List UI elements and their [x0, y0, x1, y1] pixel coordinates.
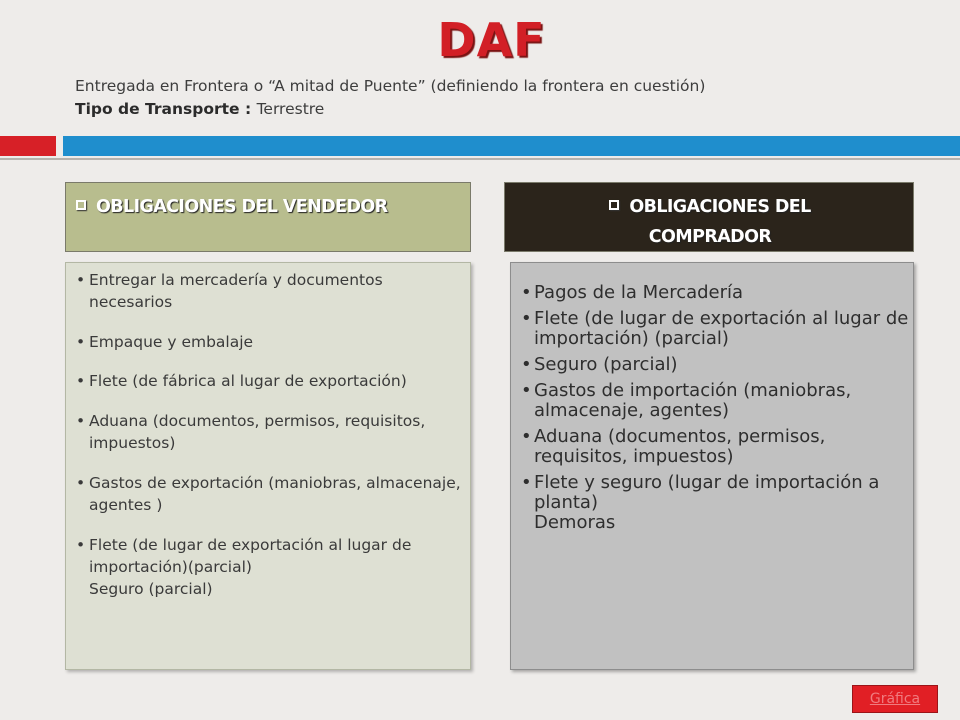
bullet-icon: •: [76, 412, 86, 430]
bullet-icon: •: [521, 472, 532, 493]
bullet-icon: •: [521, 380, 532, 401]
seller-obligations-panel: [65, 262, 471, 670]
accent-bar-red: [0, 136, 56, 156]
list-item: [76, 410, 462, 454]
slide-subtitle: Entregada en Frontera o “A mitad de Puente” (definiendo la frontera en cuestión): [75, 77, 706, 95]
buyer-header-label-line1: OBLIGACIONES DEL: [629, 197, 811, 217]
transport-label: Tipo de Transporte :: [75, 100, 257, 118]
slide-title: DAF: [437, 13, 546, 67]
list-item: [521, 283, 911, 303]
buyer-header: [504, 182, 914, 252]
bullet-icon: •: [521, 354, 532, 375]
bullet-icon: •: [76, 536, 86, 554]
transport-line: [75, 99, 324, 120]
buyer-header-label-line2: COMPRADOR: [648, 227, 772, 247]
buyer-obligations-list: [521, 283, 911, 539]
transport-value: Terrestre: [256, 100, 325, 118]
list-item: [76, 331, 462, 353]
list-item-text: Flete (de lugar de exportación al lugar de importación) (parcial): [534, 308, 909, 349]
list-item-text: Aduana (documentos, permisos, requisitos, impuestos): [89, 412, 426, 452]
square-bullet-icon: [76, 200, 86, 210]
buyer-obligations-panel: [510, 262, 914, 670]
list-item-text: Flete y seguro (lugar de importación a planta): [534, 472, 880, 513]
seller-header: [65, 182, 471, 252]
bullet-icon: •: [521, 282, 532, 303]
list-item: [76, 472, 462, 516]
list-item: [76, 269, 462, 313]
bullet-icon: •: [521, 426, 532, 447]
list-item-text: Seguro (parcial): [534, 354, 678, 375]
square-bullet-icon: [609, 200, 619, 210]
seller-header-label: OBLIGACIONES DEL VENDEDOR: [96, 197, 388, 217]
bullet-icon: •: [76, 333, 86, 351]
bullet-icon: •: [76, 271, 86, 289]
list-item-text: Flete (de fábrica al lugar de exportación): [89, 372, 407, 390]
list-item: [521, 473, 911, 533]
list-item-extra-line: Demoras: [534, 512, 616, 533]
list-item-text: Entregar la mercadería y documentos necesarios: [89, 271, 383, 311]
divider-line: [0, 158, 960, 160]
accent-bar-blue: [63, 136, 960, 156]
grafica-link-button[interactable]: Gráfica: [852, 685, 938, 713]
bullet-icon: •: [521, 308, 532, 329]
list-item-text: Pagos de la Mercadería: [534, 282, 744, 303]
list-item: [521, 427, 911, 467]
list-item: [521, 355, 911, 375]
list-item-text: Flete (de lugar de exportación al lugar de importación)(parcial): [89, 536, 412, 576]
bullet-icon: •: [76, 372, 86, 390]
list-item: [76, 534, 462, 600]
seller-obligations-list: [76, 269, 462, 618]
list-item-text: Empaque y embalaje: [89, 333, 254, 351]
list-item-text: Gastos de importación (maniobras, almacenaje, agentes): [534, 380, 852, 421]
list-item-text: Aduana (documentos, permisos, requisitos, impuestos): [534, 426, 826, 467]
list-item-text: Gastos de exportación (maniobras, almacenaje, agentes ): [89, 474, 461, 514]
list-item: [521, 309, 911, 349]
list-item: [76, 370, 462, 392]
list-item: [521, 381, 911, 421]
bullet-icon: •: [76, 474, 86, 492]
list-item-extra-line: Seguro (parcial): [89, 580, 213, 598]
